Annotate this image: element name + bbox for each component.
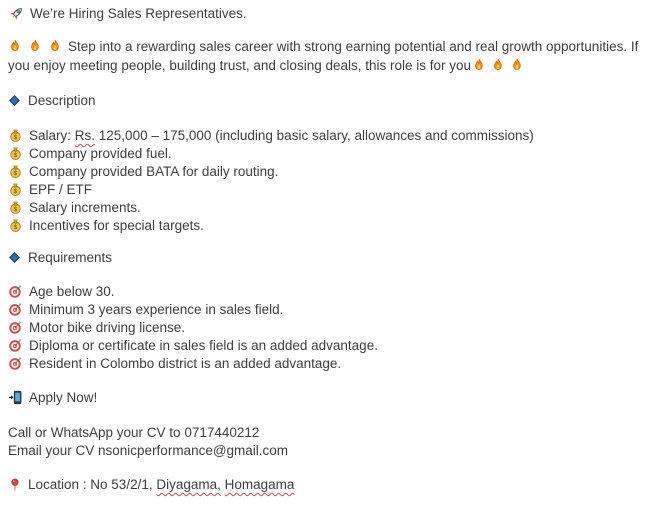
benefit-item [8,199,647,217]
requirement-item [8,355,647,373]
round-pushpin-icon [8,477,22,493]
benefit-item [8,217,647,235]
misspelled-word: Diyagama, [156,477,221,492]
fire-icon [28,39,42,53]
benefit-text-post: 125,000 – 175,000 (including basic salary, allowances and commissions) [95,128,534,143]
description-heading-text: Description [28,93,96,108]
requirements-heading-text: Requirements [28,250,113,265]
svg-text:$: $ [13,223,18,231]
benefit-item [8,163,647,181]
benefit-item [8,145,647,163]
money-bag-icon [8,128,23,143]
target-icon [8,320,23,335]
requirements-list [8,283,647,373]
location-text-pre: Location : No 53/2/1, [28,477,157,492]
target-icon [8,302,23,317]
target-icon [8,338,23,353]
requirement-item [8,319,647,337]
fire-icon [48,39,62,53]
svg-text:$: $ [13,169,18,177]
money-bag-icon [8,218,23,233]
title-line [8,5,647,23]
svg-text:$: $ [13,133,18,141]
requirement-item [8,283,647,301]
money-bag-icon [8,182,23,197]
title-text: We’re Hiring Sales Representatives. [30,6,247,21]
svg-text:$: $ [13,151,18,159]
requirements-heading [8,249,647,267]
svg-text:$: $ [13,205,18,213]
blue-diamond-icon [8,94,21,107]
apply-heading [8,389,647,407]
benefit-text: Salary increments. [29,200,141,215]
requirement-text: Resident in Colombo district is an added advantage. [29,356,342,371]
benefit-text: Company provided BATA for daily routing. [29,164,279,179]
requirement-text: Minimum 3 years experience in sales field. [29,302,284,317]
benefit-text: Incentives for special targets. [29,218,204,233]
money-bag-icon [8,146,23,161]
benefit-text: EPF / ETF [29,182,93,197]
fire-icon [491,58,505,72]
rocket-icon [8,5,25,22]
apply-heading-text: Apply Now! [29,390,98,405]
blue-diamond-icon [8,251,21,264]
benefit-text-pre: Salary: [29,128,75,143]
intro-trailing-fires [471,58,524,73]
mobile-phone-arrow-icon [8,390,23,405]
requirement-item [8,337,647,355]
benefit-item [8,127,647,145]
requirement-text: Diploma or certificate in sales field is an added advantage. [29,338,378,353]
intro-text: Step into a rewarding sales career with strong earning potential and real growth opportunities. If you enjoy meeting people, building trust, and closing deals, this role is for you [8,39,639,73]
target-icon [8,284,23,299]
benefits-list [8,127,647,235]
money-bag-icon [8,164,23,179]
location-line [8,476,647,494]
requirement-text: Motor bike driving license. [29,320,186,335]
misspelled-word: Homagama [224,477,295,492]
requirement-text: Age below 30. [29,284,115,299]
svg-text:$: $ [13,187,18,195]
contact-phone-line: Call or WhatsApp your CV to 0717440212 [8,425,260,440]
target-icon [8,356,23,371]
money-bag-icon [8,200,23,215]
fire-icon [510,58,524,72]
misspelled-word: Rs. [74,128,96,143]
contact-email-line: Email your CV nsonicperformance@gmail.com [8,443,289,458]
benefit-item [8,181,647,199]
benefit-text: Company provided fuel. [29,146,172,161]
fire-icon [8,39,22,53]
description-heading [8,92,647,110]
contact-block [8,424,647,460]
fire-icon [472,58,486,72]
intro-paragraph [8,37,647,75]
requirement-item [8,301,647,319]
